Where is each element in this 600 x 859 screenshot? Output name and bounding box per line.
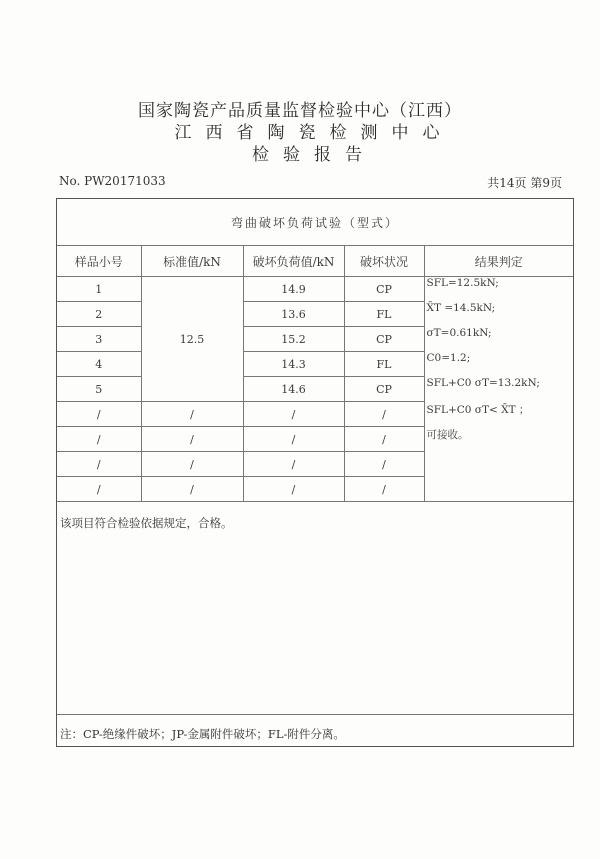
cell-load: /	[243, 452, 344, 477]
cell-standard: /	[141, 477, 243, 502]
col-header-verdict: 结果判定	[424, 246, 573, 277]
header-title-line1: 国家陶瓷产品质量监督检验中心（江西）	[138, 101, 462, 121]
verdict-blank	[424, 477, 573, 502]
cell-sample: 4	[57, 352, 141, 377]
cell-sample: 2	[57, 302, 141, 327]
cell-standard: /	[141, 452, 243, 477]
table-row	[57, 452, 573, 477]
cell-standard-value: 12.5	[141, 277, 243, 402]
verdict-line: SFL=12.5kN;	[424, 277, 573, 302]
verdict-line: X̄T =14.5kN;	[424, 302, 573, 327]
cell-status: CP	[344, 327, 424, 352]
verdict-line: C0=1.2;	[424, 352, 573, 377]
cell-status: FL	[344, 302, 424, 327]
cell-status: /	[344, 402, 424, 427]
table-row	[57, 477, 573, 502]
cell-sample: /	[57, 477, 141, 502]
cell-status: CP	[344, 377, 424, 402]
table-row	[57, 377, 573, 402]
cell-status: CP	[344, 277, 424, 302]
test-title: 弯曲破坏负荷试验（型式）	[57, 199, 573, 246]
cell-sample: 1	[57, 277, 141, 302]
table-row	[57, 427, 573, 452]
cell-sample: /	[57, 452, 141, 477]
conclusion-text: 该项目符合检验依据规定，合格。	[60, 516, 233, 530]
report-frame	[56, 198, 574, 747]
cell-standard: /	[141, 402, 243, 427]
cell-load: 14.9	[243, 277, 344, 302]
table-row	[57, 402, 573, 427]
page-info: 共14页 第9页	[487, 176, 562, 190]
cell-load: 13.6	[243, 302, 344, 327]
table-row	[57, 352, 573, 377]
col-header-standard: 标准值/kN	[141, 246, 243, 277]
header-title-line2: 江西省陶瓷检测中心	[174, 123, 454, 143]
cell-sample: 3	[57, 327, 141, 352]
cell-status: /	[344, 452, 424, 477]
col-header-load: 破坏负荷值/kN	[243, 246, 344, 277]
cell-load: 14.3	[243, 352, 344, 377]
cell-standard: /	[141, 427, 243, 452]
cell-load: /	[243, 402, 344, 427]
cell-sample: /	[57, 427, 141, 452]
cell-load: /	[243, 427, 344, 452]
verdict-line: SFL+C0 σT< X̄T ；	[424, 402, 573, 427]
cell-load: /	[243, 477, 344, 502]
table-row	[57, 277, 573, 302]
cell-load: 14.6	[243, 377, 344, 402]
cell-status: /	[344, 477, 424, 502]
table-row	[57, 327, 573, 352]
header-title-line3: 检验报告	[252, 145, 376, 165]
test-table	[57, 199, 573, 502]
verdict-line: 可接收。	[424, 427, 573, 452]
verdict-line: σT=0.61kN;	[424, 327, 573, 352]
col-header-sample: 样品小号	[57, 246, 141, 277]
cell-status: /	[344, 427, 424, 452]
table-row	[57, 302, 573, 327]
cell-sample: 5	[57, 377, 141, 402]
report-number: No. PW20171033	[59, 174, 166, 188]
col-header-status: 破坏状况	[344, 246, 424, 277]
cell-status: FL	[344, 352, 424, 377]
verdict-line: SFL+C0 σT=13.2kN;	[424, 377, 573, 402]
cell-load: 15.2	[243, 327, 344, 352]
cell-sample: /	[57, 402, 141, 427]
note-divider	[57, 714, 573, 715]
footnote: 注：CP-绝缘件破坏；JP-金属附件破坏；FL-附件分离。	[60, 727, 345, 741]
verdict-blank	[424, 452, 573, 477]
